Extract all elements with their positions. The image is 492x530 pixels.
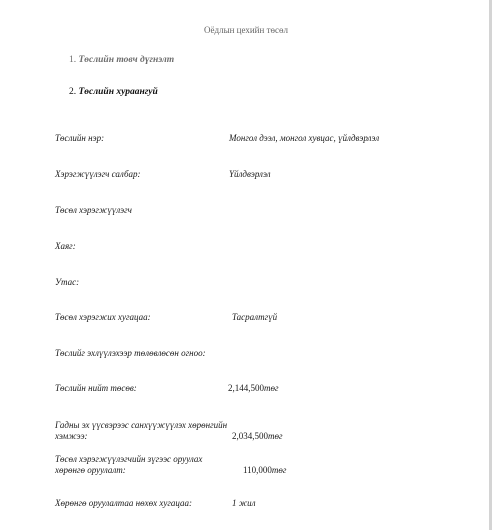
field-value <box>228 383 279 394</box>
currency-unit: төг <box>271 465 287 475</box>
field-value: Монгол дээл, монгол хувцас, үйлдвэрлэл <box>229 133 380 143</box>
field-value: 1 жил <box>232 498 256 508</box>
field-value <box>232 431 283 442</box>
field-label: Төслийг эхлүүлэхээр төлөвлөсөн огноо: <box>55 348 206 358</box>
document-title: Оёдлын цехийн төсөл <box>204 25 288 35</box>
field-label: Хэрэгжүүлэгч салбар: <box>55 169 141 179</box>
field-value: Тасралтгүй <box>232 312 278 322</box>
currency-unit: төг <box>268 431 283 441</box>
field-label: Төслийн нийт төсөв: <box>55 383 137 393</box>
section-heading-overview <box>69 87 158 97</box>
field-label: Төсөл хэрэгжих хугацаа: <box>55 312 151 322</box>
field-value: Үйлдвэрлэл <box>229 169 271 179</box>
field-label: Утас: <box>55 277 80 287</box>
heading-number: 1. <box>69 55 77 65</box>
heading-text: Төслийн хураангуй <box>78 87 158 97</box>
amount: 2,034,500 <box>232 431 268 441</box>
amount: 2,144,500 <box>228 383 264 393</box>
heading-text: Төслийн товч дүгнэлт <box>78 55 175 65</box>
field-label: Төсөл хэрэгжүүлэгч <box>55 205 132 215</box>
field-value <box>243 465 286 476</box>
field-label: Хөрөнгө оруулалтаа нөхөх хугацаа: <box>55 498 192 508</box>
field-label: Гадны эх үүсвэрээс санхүүжүүлэх хөрөнгийн хэмжээ: <box>55 420 228 441</box>
field-label: Төслийн нэр: <box>55 133 105 143</box>
field-label: Хаяг: <box>55 241 76 251</box>
field-label: Төсөл хэрэгжүүлэгчийн зүгээс оруулах хөрөнгө оруулалт: <box>55 454 203 475</box>
amount: 110,000 <box>243 465 272 475</box>
section-heading-summary <box>69 55 174 65</box>
heading-number: 2. <box>69 87 77 97</box>
currency-unit: төг <box>264 383 279 393</box>
